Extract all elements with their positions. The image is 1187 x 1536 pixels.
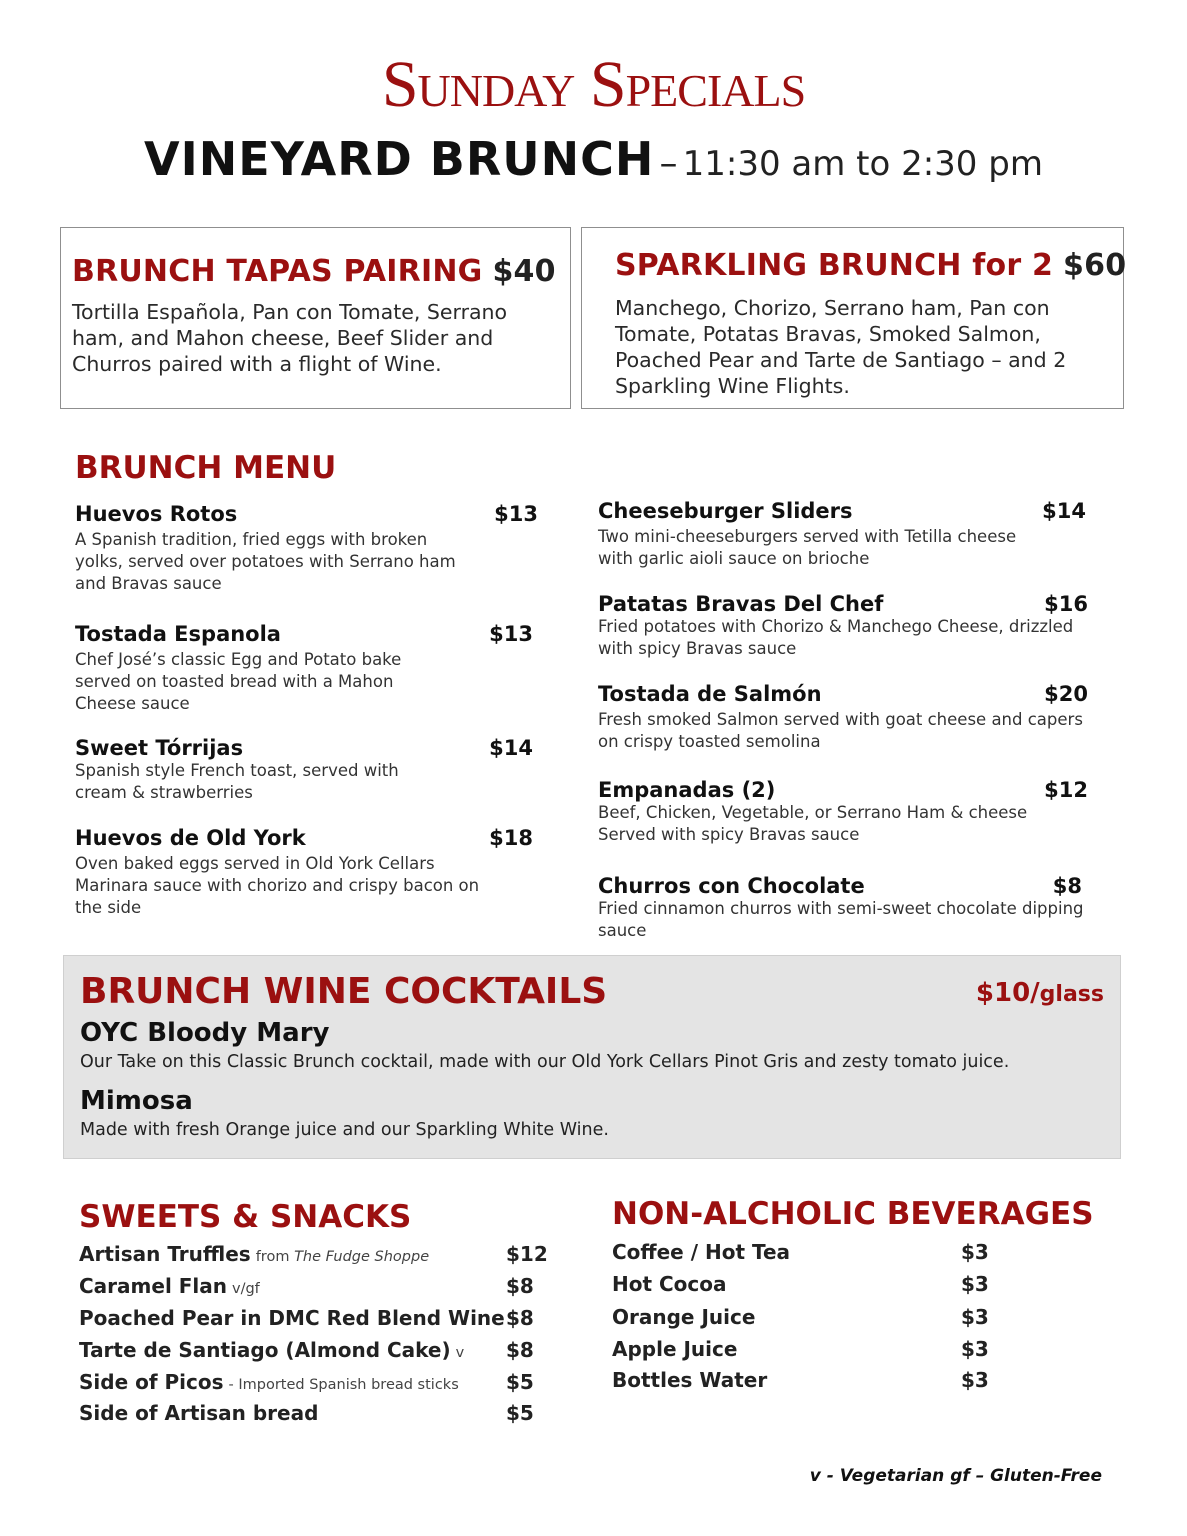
menu-item: Churros con Chocolate $8 Fried cinnamon churros with semi-sweet chocolate dipping sauce xyxy=(598,874,1084,940)
sweets-item: Artisan Truffles from The Fudge Shoppe $12 xyxy=(79,1242,548,1266)
cocktails-price: $10/glass xyxy=(975,978,1104,1008)
menu-item: Empanadas (2) $12 Beef, Chicken, Vegetable, or Serrano Ham & cheese Served with spicy Bravas sauce xyxy=(598,778,1088,844)
page-subtitle xyxy=(0,132,1187,186)
cocktail-name: Mimosa xyxy=(80,1086,193,1116)
sweets-heading: SWEETS & SNACKS xyxy=(79,1199,412,1235)
special-title: SPARKLING BRUNCH for 2 $60 xyxy=(615,248,1127,283)
sweets-item: Caramel Flan v/gf $8 xyxy=(79,1274,534,1298)
special-description: Manchego, Chorizo, Serrano ham, Pan con Tomate, Potatas Bravas, Smoked Salmon, Poached Pear and Tarte de Santiago – and 2 Sparkling Wine Flights. xyxy=(615,296,1067,398)
cocktail-description: Made with fresh Orange juice and our Sparkling White Wine. xyxy=(80,1120,609,1140)
page-title: Sunday Specials xyxy=(381,48,806,121)
special-box-sparkling xyxy=(581,227,1127,409)
menu-item: Huevos de Old York $18 Oven baked eggs served in Old York Cellars Marinara sauce with chorizo and crispy bacon on the side xyxy=(75,826,533,917)
beverage-item: Apple Juice $3 xyxy=(612,1337,989,1361)
menu-item: Patatas Bravas Del Chef $16 Fried potatoes with Chorizo & Manchego Cheese, drizzled with spicy Bravas sauce xyxy=(598,592,1088,658)
dietary-legend: v - Vegetarian gf – Gluten-Free xyxy=(809,1466,1102,1486)
cocktail-description: Our Take on this Classic Brunch cocktail, made with our Old York Cellars Pinot Gris and zesty tomato juice. xyxy=(80,1052,1010,1072)
menu-item: Huevos Rotos $13 A Spanish tradition, fried eggs with broken yolks, served over potatoes with Serrano ham and Bravas sauce xyxy=(75,502,538,593)
beverage-item: Bottles Water $3 xyxy=(612,1368,989,1392)
brunch-menu-heading: BRUNCH MENU xyxy=(75,450,337,486)
beverage-item: Coffee / Hot Tea $3 xyxy=(612,1240,989,1264)
special-description: Tortilla Española, Pan con Tomate, Serrano ham, and Mahon cheese, Beef Slider and Churros paired with a flight of Wine. xyxy=(72,300,508,376)
sweets-item: Side of Picos - Imported Spanish bread sticks $5 xyxy=(79,1370,534,1394)
special-price: $60 xyxy=(1063,248,1127,283)
menu-item: Tostada Espanola $13 Chef José’s classic Egg and Potato bake served on toasted bread with a Mahon Cheese sauce xyxy=(75,622,533,713)
beverage-item: Hot Cocoa $3 xyxy=(612,1272,989,1296)
special-title: BRUNCH TAPAS PAIRING $40 xyxy=(72,254,556,289)
cocktails-panel xyxy=(63,955,1121,1159)
beverages-heading: NON-ALCHOLIC BEVERAGES xyxy=(612,1196,1094,1232)
brunch-hours: 11:30 am to 2:30 pm xyxy=(682,144,1043,184)
cocktail-name: OYC Bloody Mary xyxy=(80,1018,330,1048)
sweets-item: Tarte de Santiago (Almond Cake) v $8 xyxy=(79,1338,534,1362)
menu-item: Sweet Tórrijas $14 Spanish style French toast, served with cream & strawberries xyxy=(75,736,533,802)
sweets-item: Poached Pear in DMC Red Blend Wine $8 xyxy=(79,1306,534,1330)
beverage-item: Orange Juice $3 xyxy=(612,1305,989,1329)
menu-item: Cheeseburger Sliders $14 Two mini-cheeseburgers served with Tetilla cheese with garlic aioli sauce on brioche xyxy=(598,499,1086,568)
special-price: $40 xyxy=(492,254,556,289)
special-box-tapas xyxy=(60,227,571,409)
subtitle-main: VINEYARD BRUNCH xyxy=(144,132,655,186)
sweets-item: Side of Artisan bread $5 xyxy=(79,1401,534,1425)
subtitle-dash: – xyxy=(659,143,678,184)
cocktails-heading: BRUNCH WINE COCKTAILS xyxy=(80,971,608,1012)
menu-item: Tostada de Salmón $20 Fresh smoked Salmon served with goat cheese and capers on crispy toasted semolina xyxy=(598,682,1088,751)
